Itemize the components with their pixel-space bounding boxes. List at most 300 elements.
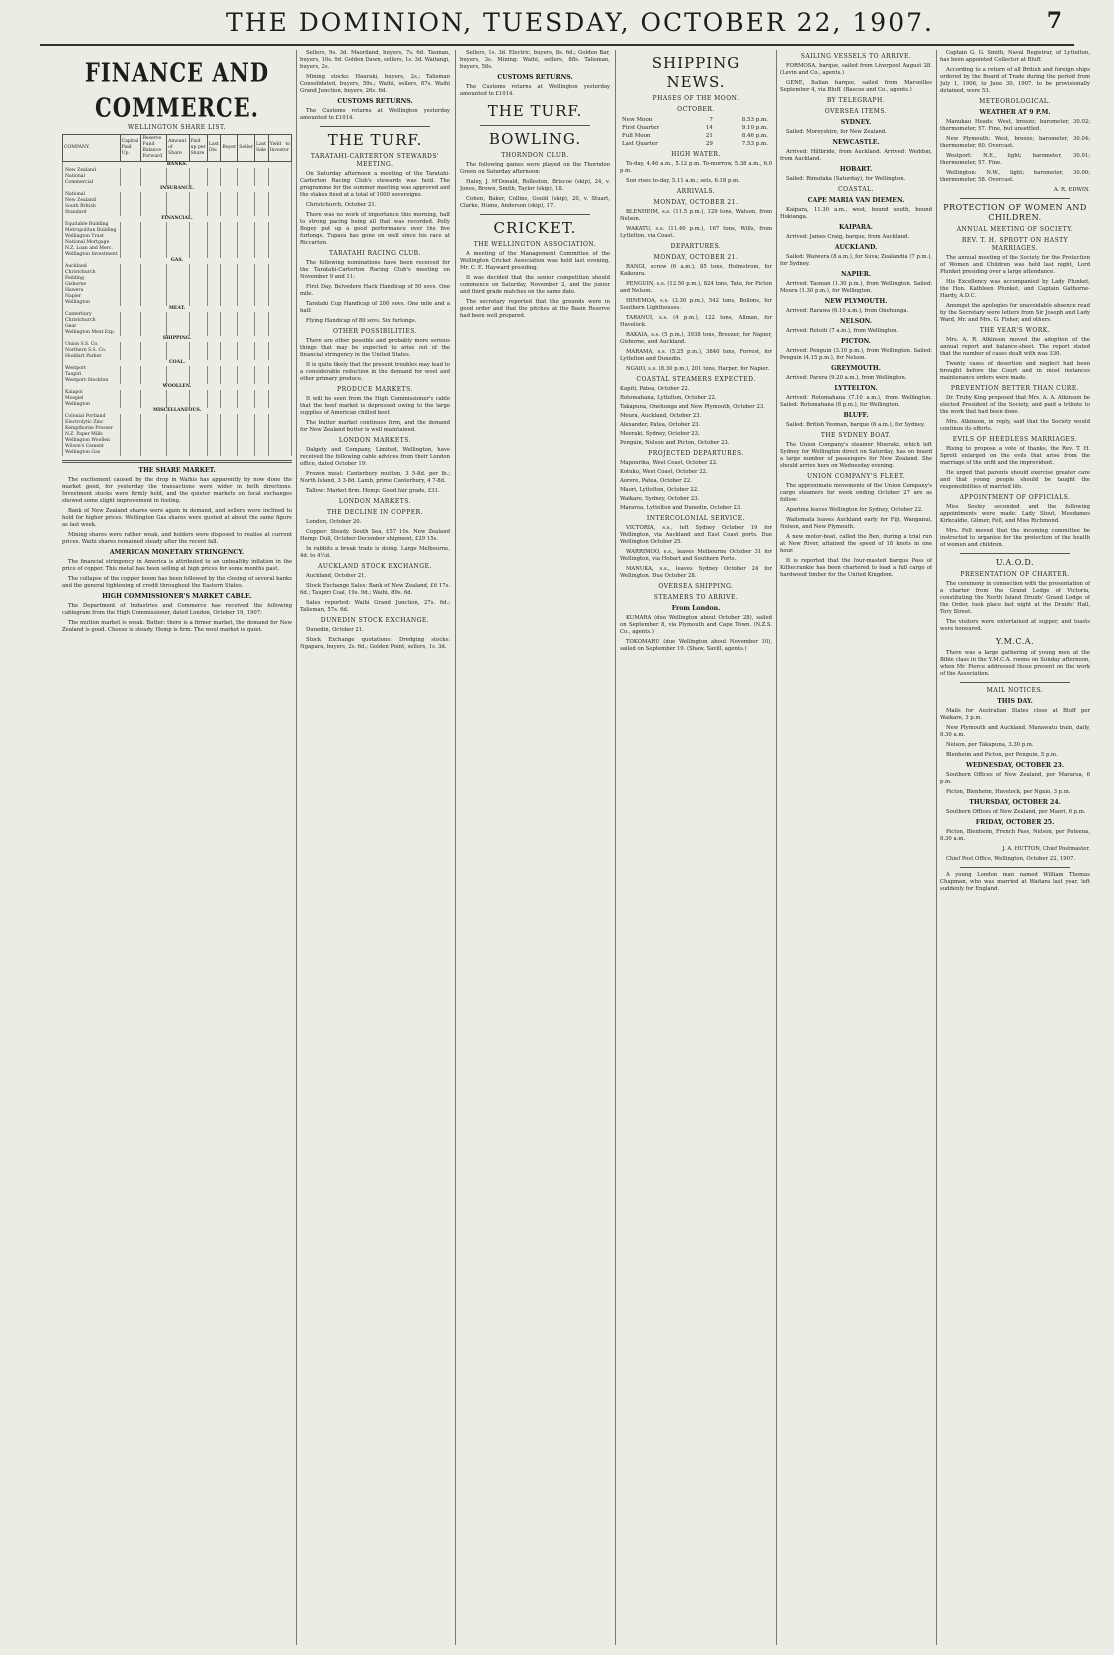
share-column-header: Last Sale	[254, 135, 268, 162]
turf-heading: THE TURF.	[327, 131, 423, 149]
company-name: Feilding	[63, 276, 121, 282]
paragraph: There are other possible and probably more serious things that may be expected to arise out of the financial stringency in the United States.	[300, 338, 450, 358]
plymouth-text: Arrived: Rarawa (6.10 a.m.), from Onehunga.	[786, 308, 909, 314]
auckland-text: Sailed: Waiwera (8 a.m.), for Suva; Zealandia (7 p.m.), for Sydney.	[780, 254, 932, 267]
paragraph: Blenheim and Picton, per Penguin, 5 p.m.	[946, 752, 1058, 758]
share-value	[221, 450, 238, 456]
ymca-heading: Y.M.C.A.	[995, 637, 1035, 646]
telegraph-heading: BY TELEGRAPH.	[826, 97, 886, 104]
company-name: Electrolytic Zinc	[63, 420, 121, 426]
paragraph: The Union Company's steamer Moeraki, which left Sydney for Wellington direct on Saturday, has on board a large number of passengers for New Zealand. She should arrive here on Wednesday evening.	[780, 442, 932, 469]
nelson-heading: NELSON.	[840, 318, 872, 325]
company-name: National	[63, 192, 121, 198]
union-article	[780, 483, 932, 531]
weather-heading: WEATHER AT 9 P.M.	[979, 109, 1051, 116]
page-number: 7	[1046, 8, 1062, 34]
column-divider	[455, 50, 456, 1645]
moon-cell: 21	[705, 133, 713, 139]
arrivals-heading: ARRIVALS.	[676, 188, 716, 195]
paragraph: Captain G. G. Smith, Naval Registrar, of Lyttelton, has been appointed Collector at Bluff.	[940, 50, 1090, 63]
paragraph: A meeting of the Management Committee of the Wellington Cricket Association was held last evening, Mr. C. E. Hayward presiding.	[460, 251, 610, 271]
paragraph: It will be seen from the High Commissioner's cable that the beef market is depressed owing to the large supplies of American chilled beef.	[300, 396, 450, 416]
cricket-subheading: THE WELLINGTON ASSOCIATION.	[473, 241, 597, 248]
list-item: Moeraki, Sydney, October 23.	[620, 431, 700, 437]
moon-cell: First Quarter	[622, 125, 660, 131]
paragraph: Aparima leaves Wellington for Sydney, October 22.	[786, 507, 923, 513]
expected-list	[620, 386, 772, 447]
kaipara-heading: KAIPARA.	[839, 224, 873, 231]
paragraph: Dalgety and Company, Limited, Wellington, have received the following cable advices from their London office, dated October 19:	[300, 447, 450, 467]
paragraph: Tallow: Market firm. Hemp: Good fair grade, £31.	[306, 488, 440, 494]
sydney-heading: SYDNEY.	[840, 119, 872, 126]
share-list-table	[62, 134, 292, 456]
company-name: Wilson's Cement	[63, 444, 121, 450]
share-column-header: Reserve Fund Balance Forward	[141, 135, 167, 162]
shipping-heading: SHIPPING NEWS.	[651, 54, 741, 91]
sydney-text: Sailed: Moreyshire, for New Zealand.	[786, 129, 887, 135]
share-group-name: SHIPPING.	[63, 336, 292, 342]
share-column-header: Capital Paid Up.	[120, 135, 141, 162]
share-column-header: Paid up per Share	[189, 135, 207, 162]
oversea-article	[620, 615, 772, 653]
column-shipping	[620, 50, 772, 1645]
dunedin-heading: DUNEDIN STOCK EXCHANGE.	[320, 617, 430, 624]
company-name: Westport-Stockton	[63, 378, 121, 384]
wednesday-heading: WEDNESDAY, OCTOBER 23.	[966, 762, 1064, 769]
hobart-text: Sailed: Rimutaka (Saturday), for Wellington.	[786, 176, 906, 182]
moon-cell: 14	[705, 125, 713, 131]
wednesday-list	[940, 772, 1090, 796]
overseas-heading: OVERSEA ITEMS.	[824, 108, 888, 115]
charter-heading: PRESENTATION OF CHARTER.	[960, 571, 1070, 578]
arrivals-list	[620, 209, 772, 240]
company-name: Canterbury	[63, 312, 121, 318]
thursday-list	[940, 809, 1090, 816]
bowling-heading: BOWLING.	[488, 130, 582, 148]
share-group-name: WOOLLEN.	[63, 384, 292, 390]
share-column-header: COMPANY.	[63, 135, 121, 162]
paragraph: Wellington: N.W., light; barometer, 30.00; thermometer, 58. Overcast.	[940, 170, 1090, 183]
lyttelton-text: Arrived: Rotomahana (7.10 a.m.), from Wellington. Sailed: Rotomahana (8 p.m.), for Wellington.	[780, 395, 932, 408]
divider	[320, 126, 430, 127]
quotes-continued	[460, 50, 610, 71]
paragraph: The butter market continues firm, and the demand for New Zealand butter is well maintained.	[300, 420, 450, 433]
divider	[480, 214, 590, 215]
paragraph: It is quite likely that the present troubles may lead to a considerable reduction in the demand for wool and other primary produce.	[300, 362, 450, 382]
intercolonial-heading: INTERCOLONIAL SERVICE.	[646, 515, 746, 522]
paragraph: The approximate movements of the Union Company's cargo steamers for week ending October 27 are as follow:	[780, 483, 932, 503]
other-article	[300, 338, 450, 383]
company-name: Wellington Trust	[63, 234, 121, 240]
paragraph: Southern Offices of New Zealand, per Mararoa, 6 p.m.	[940, 772, 1090, 785]
list-item: Maori, Lyttelton, October 22.	[620, 487, 699, 493]
moon-cell: Full Moon	[622, 133, 651, 139]
dunedin-article	[300, 627, 450, 651]
column-divider	[936, 50, 937, 1645]
share-group-name: BANKS.	[63, 162, 292, 169]
moon-row	[620, 124, 770, 132]
divider	[62, 460, 292, 463]
paragraph: New Plymouth and Auckland, Manawatu train, daily, 8.30 a.m.	[940, 725, 1090, 738]
protection-article	[940, 255, 1090, 324]
share-table-header	[63, 135, 292, 162]
share-group-name: FINANCIAL.	[63, 216, 292, 222]
arrivals-date: MONDAY, OCTOBER 21.	[653, 199, 739, 206]
table-row	[63, 450, 292, 456]
divider	[960, 867, 1070, 868]
company-name: Gisborne	[63, 282, 121, 288]
sailing-heading: SAILING VESSELS TO ARRIVE.	[800, 53, 912, 60]
paragraph: Twenty cases of desertion and neglect had been brought before the Court and in most instances maintenance orders were made.	[940, 361, 1090, 381]
taratahi-article	[300, 260, 450, 325]
paragraph: The visitors were entertained at supper, and toasts were honoured.	[940, 619, 1090, 632]
share-value	[254, 450, 268, 456]
paragraph: VICTORIA, s.s., left Sydney October 19 for Wellington, via Auckland and East Coast ports. Due Wellington October 25.	[620, 525, 772, 545]
paragraph: Stock Exchange Sales: Bank of New Zealand, £6 17s. 6d.; Taupiri Coal, 19s. 9d.; Waihi, 89s. 6d.	[300, 583, 450, 596]
share-column-header: Last Div.	[207, 135, 221, 162]
paragraph: HINEMOA, s.s. (3.30 p.m.), 542 tons, Bollons, for Southern Lighthouses.	[620, 298, 772, 311]
paragraph: KUMARA (due Wellington about October 28), sailed on September 8, via Plymouth and Cape Town. (N.Z.S. Co., agents.)	[620, 615, 772, 635]
london-heading-2: LONDON MARKETS.	[338, 498, 412, 505]
commissioner-article	[62, 603, 292, 634]
paragraph: Southern Offices of New Zealand, per Maori, 6 p.m.	[946, 809, 1086, 815]
paragraph: The collapse of the copper boom has been followed by the closing of several banks and the general tightening of credit throughout the Eastern States.	[62, 576, 292, 589]
paragraph: MANUKA, s.s., leaves Sydney October 24 for Wellington. Due October 28.	[620, 566, 772, 579]
paragraph: It was decided that the senior competition should commence on Saturday, November 2, and the junior and third grade matches on the same date.	[460, 275, 610, 295]
company-name: South British	[63, 204, 121, 210]
paragraph: TARANUI, s.s. (4 p.m.), 122 tons, Allman, for Havelock.	[620, 315, 772, 328]
bluff-heading: BLUFF.	[843, 412, 869, 419]
company-name: N.Z. Paper Mills	[63, 432, 121, 438]
friday-list	[940, 829, 1090, 843]
paragraph: Flying Handicap of 80 sovs. Six furlongs.	[306, 318, 417, 324]
paragraph: Manukau Heads: West, breeze; barometer, 30.02; thermometer, 57. Fine, but unsettled.	[940, 119, 1090, 132]
napier-heading: NAPIER.	[840, 271, 872, 278]
list-item: Mapourika, West Coast, October 22.	[620, 460, 718, 466]
company-name: Huddart Parker	[63, 354, 121, 360]
masthead	[0, 0, 1114, 46]
paragraph: There was a large gathering of young men at the Bible class in the Y.M.C.A. rooms on Sunday afternoon, when Mr. Pierce addressed those present on the work of the Association.	[940, 650, 1090, 677]
paragraph: It is reported that the four-masted barque Pass of Killiecrankie has been chartered to load a full cargo of hardwood timber for the United Kingdom.	[780, 558, 932, 578]
paragraph: PENGUIN, s.s. (12.50 p.m.), 824 tons, Tate, for Picton and Nelson.	[620, 281, 772, 294]
produce-article	[300, 396, 450, 434]
paragraph: NGAIO, s.s. (8.30 p.m.), 201 tons, Harper, for Napier.	[626, 366, 770, 372]
company-name: Colonial Portland	[63, 414, 121, 420]
masthead-rule	[40, 44, 1074, 46]
share-list-title: WELLINGTON SHARE LIST.	[128, 124, 226, 131]
company-name: Kaiapoi	[63, 390, 121, 396]
weather-report	[940, 119, 1090, 184]
cricket-article	[460, 251, 610, 320]
divider	[960, 553, 1070, 554]
list-item: Kotuku, West Coast, October 22.	[620, 469, 708, 475]
auckland-heading: AUCKLAND.	[834, 244, 878, 251]
lyttelton-heading: LYTTELTON.	[834, 385, 878, 392]
sydney-boat-heading: THE SYDNEY BOAT.	[820, 432, 892, 439]
company-name: Commercial	[63, 180, 121, 186]
paragraph: BLENHEIM, s.s. (11.5 p.m.), 129 tons, Watson, from Nelson.	[620, 209, 772, 222]
share-value	[189, 450, 207, 456]
coastal-heading: COASTAL.	[838, 186, 874, 193]
auckland-heading: AUCKLAND STOCK EXCHANGE.	[318, 563, 432, 570]
company-name: Wellington	[63, 300, 121, 306]
mail-signature: J. A. HUTTON, Chief Postmaster.	[1002, 846, 1090, 852]
expected-heading: COASTAL STEAMERS EXPECTED.	[636, 376, 756, 383]
years-work-article	[940, 337, 1090, 382]
paragraph: First Day. Belvedere Hack Handicap of 50 sovs. One mile.	[300, 284, 450, 297]
company-name: Wellington Investment	[63, 252, 121, 258]
moon-cell: 7.53 p.m.	[741, 141, 768, 147]
paragraph: Haley, J. M'Donald, Rolleston, Briscoe (skip), 24, v. Jones, Brown, Smith, Taylor (skip), 18.	[460, 179, 610, 192]
share-value	[268, 450, 291, 456]
paragraph: The ceremony in connection with the presentation of a charter from the Grand Lodge of Victoria, constituting the North Island Druids' Grand Lodge of the Order, took place last night at the Druids' Hall, Tory Street.	[940, 581, 1090, 615]
paragraph: Frozen meat: Canterbury mutton, 3 5-8d. per lb.; North Island, 3 3-8d. Lamb, prime Canterbury, 4 7-8d.	[300, 471, 450, 484]
prevention-heading: PREVENTION BETTER THAN CURE.	[950, 385, 1080, 392]
copper-article	[300, 519, 450, 560]
paragraph: Cohen, Baker, Collins, Gould (skip), 20, v. Stuart, Clarke, Hume, Anderson (skip), 17.	[460, 196, 610, 209]
company-name: Wellington Gas	[63, 450, 121, 456]
share-group-name: MEAT.	[63, 306, 292, 312]
newcastle-heading: NEWCASTLE.	[832, 139, 880, 146]
paragraph: Mrs. Fell moved that the incoming committee be instructed to organise for the protection of the health of women and children.	[940, 528, 1090, 548]
share-value	[167, 450, 189, 456]
company-name: Standard	[63, 210, 121, 216]
share-group-name: MISCELLANEOUS.	[63, 408, 292, 414]
turf-heading: THE TURF.	[487, 102, 583, 120]
paragraph: Rising to propose a vote of thanks, the Rev. T. H. Sprott enlarged on the evils that arise from the marriage of the unfit and the improvident.	[940, 446, 1090, 466]
column-sport	[460, 50, 610, 1645]
company-name: Christchurch	[63, 270, 121, 276]
mining-quotes	[300, 50, 450, 95]
cape-text: Kaipara, 11.30 a.m., west, bound south, bound Hokianga.	[780, 207, 932, 220]
paragraph: Miss Seeley seconded and the following appointments were made: Lady Stout, Mesdames Kirkcaldie, Gilmer, Fell, and Miss Richmond.	[940, 504, 1090, 524]
paragraph: The excitement caused by the drop in Waihis has apparently by now done the market good, for yesterday the transactions were wider in both directions. Investment stocks were firmly held, and the quieter markets on local exchanges showed some slight improvement in feeling.	[62, 477, 292, 504]
divider	[960, 682, 1070, 683]
paragraph: WARRIMOO, s.s., leaves Melbourne October 31 for Wellington, via Hobart and Southern Ports.	[620, 549, 772, 562]
bluff-text: Sailed: British Yeoman, barque (6 a.m.), for Sydney.	[786, 422, 925, 428]
sydney-boat-article	[780, 442, 932, 470]
company-name: National Mortgage	[63, 240, 121, 246]
paragraph: Mails for Australian States close at Bluff per Waikare, 3 p.m.	[940, 708, 1090, 721]
finance-heading: FINANCE AND COMMERCE.	[84, 56, 270, 123]
mail-date: Chief Post Office, Wellington, October 22, 1907.	[946, 856, 1076, 862]
paragraph: The financial stringency in America is attributed to an unhealthy inflation in the price of copper. This metal has been selling at high prices for some months past.	[62, 559, 292, 572]
auckland-article	[300, 573, 450, 614]
list-item: Aorere, Patea, October 22.	[620, 478, 692, 484]
uaod-heading: U.A.O.D.	[995, 558, 1035, 567]
company-name: Wellington Meat Exp.	[63, 330, 121, 336]
produce-heading: PRODUCE MARKETS.	[337, 386, 413, 393]
departures-date: MONDAY, OCTOBER 21.	[653, 254, 739, 261]
friday-heading: FRIDAY, OCTOBER 25.	[975, 819, 1055, 826]
paragraph: FORMOSA, barque, sailed from Liverpool August 28. (Levin and Co., agents.)	[780, 63, 932, 76]
paragraph: He urged that parents should exercise greater care and that young people should be taught the responsibilities of married life.	[940, 470, 1090, 490]
paragraph: Mining stocks: Hauraki, buyers, 2s.; Talisman Consolidated, buyers, 59s.; Waihi, sellers, 87s. Waihi Grand Junction, buyers, 26s. 6d.	[300, 74, 450, 94]
mail-heading: MAIL NOTICES.	[986, 687, 1044, 694]
company-name: Gear	[63, 324, 121, 330]
column-finance	[62, 50, 292, 1645]
meteo-heading: METEOROLOGICAL.	[979, 98, 1051, 105]
evils-heading: EVILS OF HEEDLESS MARRIAGES.	[952, 436, 1078, 443]
paragraph: Mrs. A. R. Atkinson moved the adoption of the annual report and balance-sheet. The report stated that the number of cases dealt with was 330.	[940, 337, 1090, 357]
column-shipping-2	[780, 50, 932, 1645]
picton-heading: PICTON.	[841, 338, 871, 345]
paragraph: Amongst the apologies for unavoidable absence read by the Secretary were letters from Sir Joseph and Lady Ward, Mr. and Mrs. G. Fisher, and others.	[940, 303, 1090, 323]
closing-article: A young London man named William Thomas Chapman, who was married at Waitara last year, left suddenly for England.	[940, 872, 1090, 892]
paragraph: Westport: N.E., light; barometer, 30.01; thermometer, 57. Fine.	[940, 153, 1090, 166]
picton-text: Arrived: Penguin (3.10 p.m.), from Wellington. Sailed: Penguin (4.15 p.m.), for Nelson.	[780, 348, 932, 361]
annual-heading: ANNUAL MEETING OF SOCIETY.	[956, 226, 1074, 233]
cricket-heading: CRICKET.	[493, 219, 577, 237]
sprott-heading: REV. T. H. SPROTT ON HASTY MARRIAGES.	[961, 237, 1069, 252]
kaipara-text: Arrived: James Craig, barque, from Auckland.	[786, 234, 910, 240]
paragraph: The annual meeting of the Society for the Protection of Women and Children was held last night, Lord Plunket presiding over a large attendance.	[940, 255, 1090, 275]
paragraph: The Department of Industries and Commerce has received the following cablegram from the High Commissioner, dated London, October 19, 1907:	[62, 603, 292, 616]
company-name: Napier	[63, 294, 121, 300]
cape-heading: CAPE MARIA VAN DIEMEN.	[807, 197, 905, 204]
greymouth-heading: GREYMOUTH.	[831, 365, 881, 372]
company-name: Wellington	[63, 402, 121, 408]
paragraph: Dunedin, October 21.	[306, 627, 364, 633]
newcastle-text: Arrived: Hillbride, from Auckland. Arrived: Weddon, from Auckland.	[780, 149, 932, 162]
list-item: Kapiti, Patea, October 22.	[620, 386, 690, 392]
departures-list	[620, 264, 772, 373]
paragraph: RANGI, screw (6 a.m.), 85 tons, Holmstrom, for Kaikoura.	[620, 264, 772, 277]
prevention-article	[940, 395, 1090, 433]
share-value	[120, 450, 141, 456]
copper-heading: THE DECLINE IN COPPER.	[326, 509, 424, 516]
share-column-header: Yield to Investor	[268, 135, 291, 162]
hobart-heading: HOBART.	[839, 166, 873, 173]
company-name: Westport	[63, 366, 121, 372]
thorndon-article	[460, 162, 610, 210]
company-name: Union S.S. Co.	[63, 342, 121, 348]
plymouth-heading: NEW PLYMOUTH.	[824, 298, 888, 305]
customs-text: The Customs returns at Wellington yesterday amounted to £1014.	[300, 108, 450, 121]
company-name: New Zealand	[63, 198, 121, 204]
intro-article	[940, 50, 1090, 95]
share-column-header: Amount of Share	[167, 135, 189, 162]
paragraph: Christchurch, October 21.	[306, 202, 377, 208]
list-item: Mararoa, Lyttelton and Dunedin, October 23.	[620, 505, 742, 511]
paragraph: Waitemata leaves Auckland early for Fiji, Wanganui, Nelson, and New Plymouth.	[780, 517, 932, 530]
nelson-text: Arrived: Rotoiti (7 a.m.), from Wellington.	[786, 328, 899, 334]
share-group-name: COAL.	[63, 360, 292, 366]
paragraph: MARAMA, s.s. (5.25 p.m.), 3840 tons, Forrest, for Lyttelton and Dunedin.	[620, 349, 772, 362]
turf-article	[300, 171, 450, 247]
moon-cell: 7	[709, 117, 713, 123]
list-item: Rotomahana, Lyttelton, October 22.	[620, 395, 717, 401]
sailing-article	[780, 63, 932, 94]
paragraph: On Saturday afternoon a meeting of the Taratahi-Carterton Racing Club's stewards was held. The programme for the summer meeting was approved and the stakes fixed at a total of 1000 sovereigns.	[300, 171, 450, 198]
shipping-notes	[780, 534, 932, 579]
paragraph: GENE, Italian barque, sailed from Marseilles September 4, via Bluff. (Bascoe and Co., agents.)	[780, 80, 932, 93]
evils-article	[940, 446, 1090, 491]
moon-cell: New Moon	[622, 117, 653, 123]
paragraph: WAKATU, s.s. (11.40 p.m.), 167 tons, Wills, from Lyttelton, via Coast.	[620, 226, 772, 239]
weather-signature: A. R. EDWIN.	[1053, 187, 1090, 193]
company-name: Wellington Woollen	[63, 438, 121, 444]
company-name: Taupiri	[63, 372, 121, 378]
share-value	[207, 450, 221, 456]
company-name: Christchurch	[63, 318, 121, 324]
paragraph: The following nominations have been received for the Taratahi-Carterton Racing Club's meeting on November 9 and 11:	[300, 260, 450, 280]
moon-table	[620, 116, 770, 148]
officials-heading: APPOINTMENT OF OFFICIALS.	[959, 494, 1071, 501]
share-table-body	[63, 162, 292, 457]
this-day-heading: THIS DAY.	[997, 698, 1033, 705]
paragraph: Copper: Steady. South Sea, £57 10s. New Zealand Hemp: Dull, October-December shipment, £29 15s.	[300, 529, 450, 542]
paragraph: The secretary reported that the grounds were in good order and that the pitches at the Basin Reserve had been well prepared.	[460, 299, 610, 319]
moon-row	[620, 116, 770, 124]
company-name: Equitable Building	[63, 222, 121, 228]
divider	[480, 125, 590, 126]
share-group-name: INSURANCE.	[63, 186, 292, 192]
paragraph: Dr. Truby King proposed that Mrs. A. A. Atkinson be elected President of the Society, and paid a tribute to the work that had been done.	[940, 395, 1090, 415]
american-article	[62, 559, 292, 590]
company-name: Metropolitan Building	[63, 228, 121, 234]
share-value	[238, 450, 255, 456]
paragraph: Bank of New Zealand shares were again in demand, and sellers were inclined to hold for higher prices. Wellington Gas shares were quoted at about the same figure as last week.	[62, 508, 292, 528]
paragraph: There was no work of importance this morning, half to strong pacing being all that was recorded. Polly Bogey put up a good performance over the five furlongs. Tupara has gone on well since his race at Riccarton.	[300, 212, 450, 246]
thorndon-heading: THORNDON CLUB.	[501, 152, 569, 159]
moon-cell: 9.10 p.m.	[741, 125, 768, 131]
company-name: Northern S.S. Co.	[63, 348, 121, 354]
oversea-heading: OVERSEA SHIPPING.	[658, 583, 734, 590]
company-name: Auckland	[63, 264, 121, 270]
company-name: Mosgiel	[63, 396, 121, 402]
share-column-header: Buyer	[221, 135, 238, 162]
paragraph: Stock Exchange quotations: Dredging stocks: Ngapara, buyers, 2s. 6d.; Golden Point, sellers, 1s. 3d.	[300, 637, 450, 650]
list-item: Waikare, Sydney, October 23.	[620, 496, 700, 502]
customs-heading: CUSTOMS RETURNS.	[337, 98, 413, 105]
paragraph: RAKAIA, s.s. (5 p.m.), 3938 tons, Breezer, for Napier, Gisborne, and Auckland.	[620, 332, 772, 345]
commissioner-heading: HIGH COMMISSIONER'S MARKET CABLE.	[102, 593, 252, 600]
paragraph: TOKOMARU (due Wellington about November 10), sailed on September 19. (Shaw, Savill, agents.)	[620, 639, 772, 652]
paragraph: Picton, Blenheim, Havelock, per Ngaio, 3 p.m.	[946, 789, 1071, 795]
divider	[960, 198, 1070, 199]
moon-cell: 8.46 p.m.	[741, 133, 768, 139]
list-item: Takapuna, Onehunga and New Plymouth, October 23.	[620, 404, 765, 410]
thursday-heading: THURSDAY, OCTOBER 24.	[969, 799, 1061, 806]
paragraph: Picton, Blenheim, French Pass, Nelson, per Pateena, 8.30 a.m.	[940, 829, 1090, 842]
paragraph: The following games were played on the Thorndon Green on Saturday afternoon:	[460, 162, 610, 175]
intercolonial-article	[620, 525, 772, 580]
share-market-heading: THE SHARE MARKET.	[138, 467, 216, 474]
moon-row	[620, 132, 770, 140]
moon-cell: 8.53 p.m.	[741, 117, 768, 123]
projected-list	[620, 460, 772, 512]
paragraph: Mining shares were rather weak, and holders were disposed to realise at current prices. Waihi shares remained steady after the recent fall.	[62, 532, 292, 545]
taratahi-club-heading: TARATAHI RACING CLUB.	[329, 250, 421, 257]
taratahi-heading: TARATAHI-CARTERTON STEWARDS' MEETING.	[310, 153, 440, 168]
protection-heading: PROTECTION OF WOMEN AND CHILDREN.	[943, 203, 1087, 222]
list-item: Penguin, Nelson and Picton, October 23.	[620, 440, 730, 446]
projected-heading: PROJECTED DEPARTURES.	[648, 450, 744, 457]
oversea-from: From London.	[671, 605, 721, 612]
column-markets	[300, 50, 450, 1645]
moon-month: OCTOBER.	[677, 106, 715, 113]
paragraph: According to a return of all British and foreign ships ordered by the Board of Trade during the period from July 1, 1906, to June 30, 1907, to be provisionally detained, were 53.	[940, 67, 1090, 94]
napier-text: Arrived: Tasman (1.30 p.m.), from Wellington. Sailed: Moura (1.30 p.m.), for Wellington.	[780, 281, 932, 294]
company-name: National	[63, 174, 121, 180]
paragraph: His Excellency was accompanied by Lady Plunket, the Hon. Kathleen Plunket, and Captain Gathorne-Hardy, A.D.C.	[940, 279, 1090, 299]
paragraph: Sellers, 1s. 3d. Electric, buyers, 8s. 6d.; Golden Bar, buyers, 3s. Mining: Waihi, sellers, 88s. Talisman, buyers, 58s.	[460, 50, 610, 70]
paragraph: Auckland, October 21.	[306, 573, 367, 579]
london-article	[300, 447, 450, 495]
paragraph: London, October 20.	[306, 519, 362, 525]
column-divider	[296, 50, 297, 1645]
